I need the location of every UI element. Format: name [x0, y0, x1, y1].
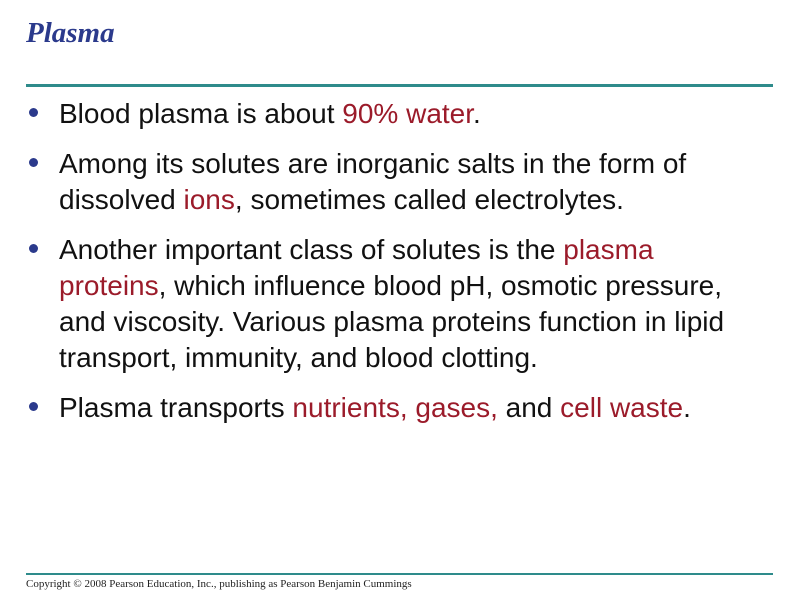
bullet-text: , sometimes called electrolytes.	[234, 184, 624, 215]
highlighted-term: 90% water	[342, 98, 474, 129]
highlighted-term: ions	[183, 184, 235, 215]
footer-divider	[26, 573, 773, 575]
bullet-text: .	[683, 392, 691, 423]
highlighted-term: plasma proteins	[59, 234, 654, 301]
bullet-text: Another important class of solutes is the	[59, 234, 564, 265]
copyright-notice: Copyright © 2008 Pearson Education, Inc., publishing as Pearson Benjamin Cummings	[26, 578, 412, 590]
highlighted-term: cell waste	[560, 392, 684, 423]
bullet-text: Among its solutes are inorganic salts in the form of dissolved	[59, 148, 687, 215]
bullet-dot-icon	[29, 158, 38, 167]
bullet-dot-icon	[29, 244, 38, 253]
bullet-text: .	[473, 98, 481, 129]
slide-title: Plasma	[26, 17, 115, 49]
title-divider	[26, 84, 773, 87]
bullet-list	[26, 96, 766, 440]
bullet-dot-icon	[29, 108, 38, 117]
highlighted-term: nutrients, gases,	[292, 392, 498, 423]
bullet-item	[26, 146, 766, 218]
bullet-text: and	[497, 392, 561, 423]
bullet-dot-icon	[29, 402, 38, 411]
bullet-item	[26, 390, 766, 426]
bullet-text: Blood plasma is about	[59, 98, 343, 129]
bullet-text: Plasma transports	[59, 392, 293, 423]
bullet-item	[26, 96, 766, 132]
bullet-item	[26, 232, 766, 376]
bullet-text: , which influence blood pH, osmotic pressure, and viscosity. Various plasma proteins function in lipid transport, immunity, and blood clotting.	[59, 270, 725, 373]
